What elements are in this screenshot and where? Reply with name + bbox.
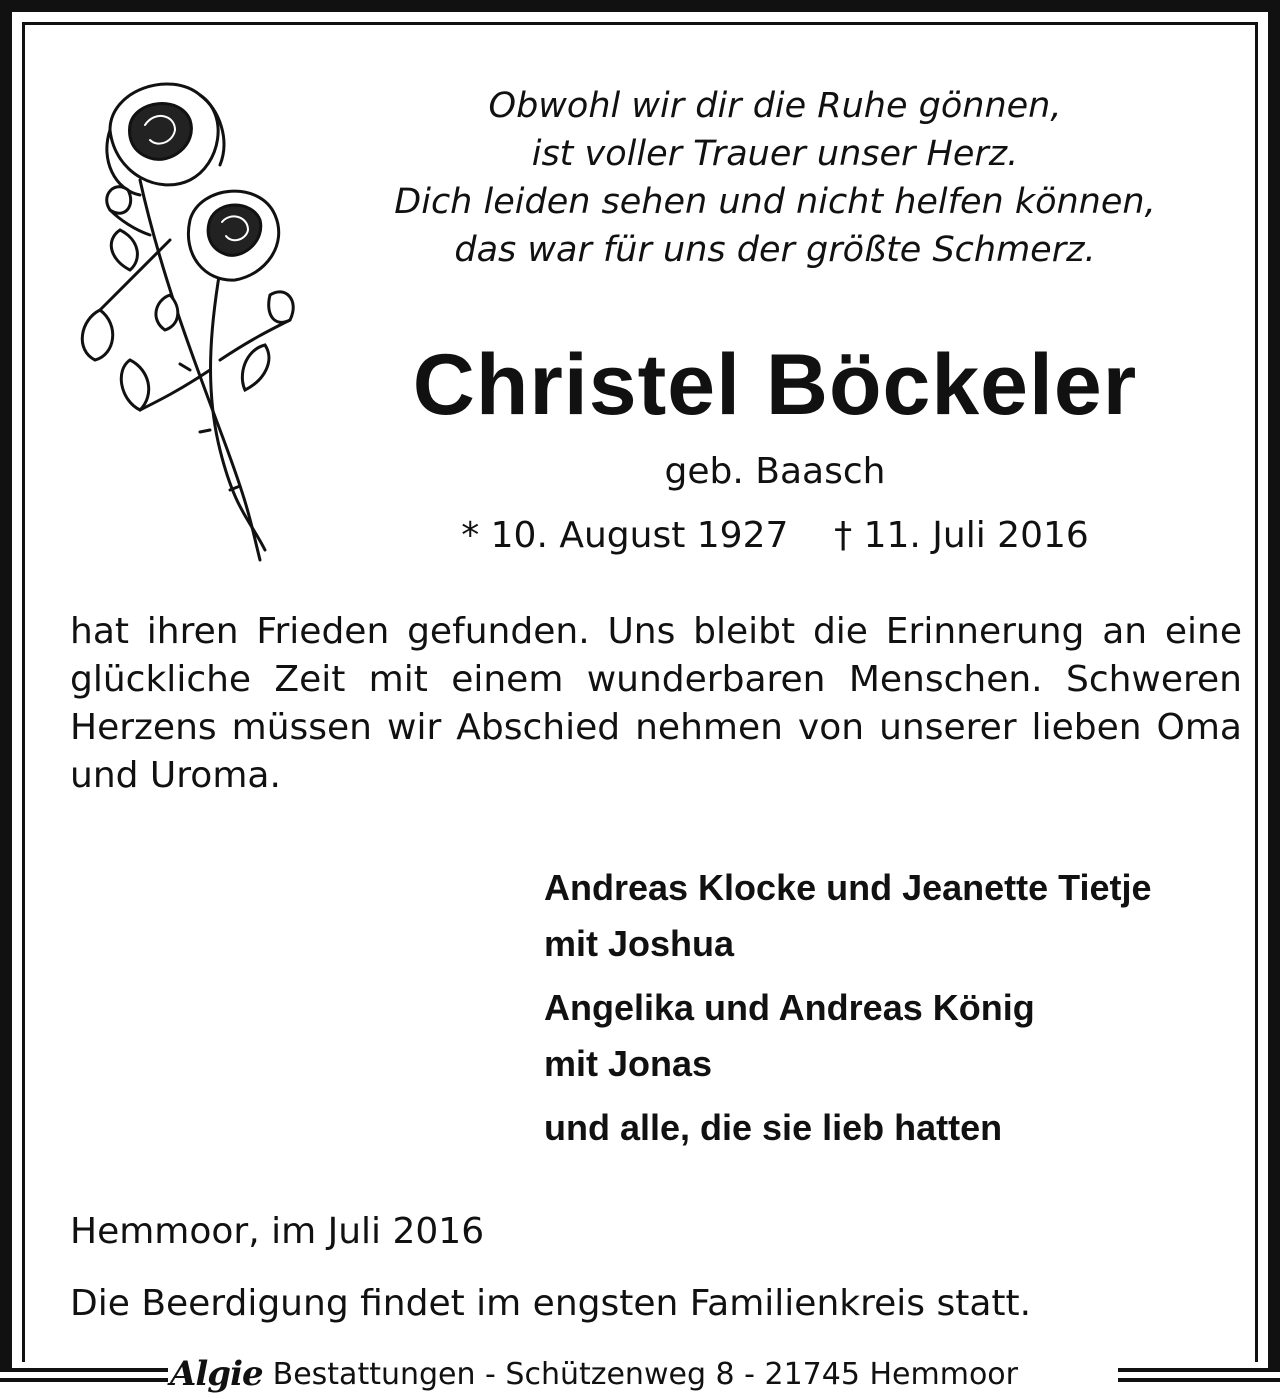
mourner-line: Angelika und Andreas König <box>544 987 1035 1028</box>
funeral-home-address: Bestattungen - Schützenweg 8 - 21745 Hemmoor <box>272 1356 1018 1392</box>
poem-line: das war für uns der größte Schmerz. <box>454 230 1096 270</box>
mourner-line: mit Joshua <box>544 923 735 964</box>
maiden-name: geb. Baasch <box>664 451 886 492</box>
frame-border-left <box>0 0 12 1372</box>
mourner-line: und alle, die sie lieb hatten <box>544 1107 1003 1148</box>
funeral-home-logo: Algie <box>170 1354 263 1394</box>
obituary-body-text: hat ihren Frieden gefunden. Uns bleibt die Erinnerung an eine glückliche Zeit mit einem wunderbaren Menschen. Schweren Herzens müssen wir Abschied nehmen von unserer lieben Oma und Uroma. <box>70 611 1242 796</box>
mourner-line: mit Jonas <box>544 1043 713 1084</box>
frame-inner-line-right <box>1255 22 1258 1362</box>
funeral-home-footer <box>170 1352 1120 1396</box>
footer-rule-left <box>0 1368 168 1382</box>
deceased-name: Christel Böckeler <box>412 337 1138 433</box>
frame-border-top <box>0 0 1280 12</box>
mourner-line: Andreas Klocke und Jeanette Tietje <box>544 867 1152 908</box>
mourners-list <box>544 860 1244 1156</box>
frame-inner-line-top <box>22 22 1258 25</box>
footer-rule-right <box>1118 1368 1280 1382</box>
funeral-note: Die Beerdigung findet im engsten Familienkreis statt. <box>70 1283 1032 1324</box>
poem-line: Obwohl wir dir die Ruhe gönnen, <box>488 86 1062 126</box>
life-dates: * 10. August 1927 † 11. Juli 2016 <box>461 515 1089 556</box>
frame-inner-line-left <box>22 22 25 1362</box>
frame-border-right <box>1268 0 1280 1372</box>
poem <box>330 82 1220 274</box>
rose-illustration-icon <box>70 70 310 570</box>
poem-line: Dich leiden sehen und nicht helfen können, <box>394 182 1156 222</box>
place-date: Hemmoor, im Juli 2016 <box>70 1211 485 1252</box>
poem-line: ist voller Trauer unser Herz. <box>531 134 1019 174</box>
